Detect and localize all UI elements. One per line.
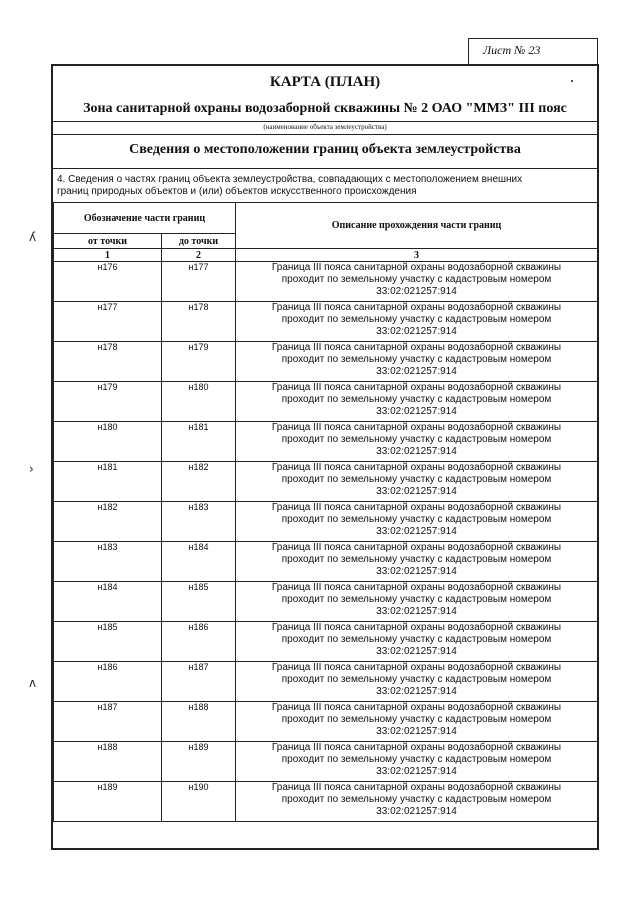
to-point-cell: н186 [162,622,236,662]
section-note-line: границ природных объектов и (или) объектов искусственного происхождения [57,186,417,197]
description-line: проходит по земельному участку с кадастровым номером [281,594,552,605]
table-row [54,582,598,622]
table-row [54,302,598,342]
description-line: 33:02:021257:914 [376,486,457,497]
description-line: 33:02:021257:914 [376,366,457,377]
description-cell [236,382,598,422]
description-line: Граница III пояса санитарной охраны водозаборной скважины [271,262,562,273]
description-line: 33:02:021257:914 [376,646,457,657]
margin-mark: ʎ [29,230,37,244]
description-line: 33:02:021257:914 [376,606,457,617]
description-line: Граница III пояса санитарной охраны водозаборной скважины [271,702,562,713]
table-row [54,702,598,742]
designation-header: Обозначение части границ [54,203,236,234]
sheet-number: Лист № 23 [483,43,541,57]
description-line: проходит по земельному участку с кадастровым номером [281,714,552,725]
description-line: проходит по земельному участку с кадастровым номером [281,554,552,565]
description-line: проходит по земельному участку с кадастровым номером [281,274,552,285]
to-point-cell: н188 [162,702,236,742]
description-cell [236,262,598,302]
from-point-cell: н179 [54,382,162,422]
description-line: проходит по земельному участку с кадастровым номером [281,634,552,645]
to-point-cell: н184 [162,542,236,582]
description-line: 33:02:021257:914 [376,406,457,417]
description-line: Граница III пояса санитарной охраны водозаборной скважины [271,742,562,753]
to-point-header: до точки [162,234,236,249]
object-name: Зона санитарной охраны водозаборной скважины № 2 ОАО "ММЗ" III пояс [83,101,567,116]
description-line: Граница III пояса санитарной охраны водозаборной скважины [271,462,562,473]
to-point-cell: н189 [162,742,236,782]
description-cell [236,342,598,382]
description-line: проходит по земельному участку с кадастровым номером [281,394,552,405]
table-row [54,382,598,422]
description-line: Граница III пояса санитарной охраны водозаборной скважины [271,622,562,633]
description-cell [236,622,598,662]
description-line: проходит по земельному участку с кадастровым номером [281,354,552,365]
from-point-cell: н184 [54,582,162,622]
from-point-cell: н187 [54,702,162,742]
description-cell [236,582,598,622]
table-row [54,342,598,382]
description-line: Граница III пояса санитарной охраны водозаборной скважины [271,302,562,313]
from-point-cell: н185 [54,622,162,662]
description-line: Граница III пояса санитарной охраны водозаборной скважины [271,342,562,353]
column-number: 2 [162,249,236,262]
document-title: КАРТА (ПЛАН) [269,74,381,90]
description-cell [236,662,598,702]
to-point-cell: н179 [162,342,236,382]
to-point-cell: н178 [162,302,236,342]
from-point-cell: н188 [54,742,162,782]
table-row [54,742,598,782]
description-line: проходит по земельному участку с кадастровым номером [281,314,552,325]
description-line: Граница III пояса санитарной охраны водозаборной скважины [271,662,562,673]
table-row [54,422,598,462]
description-line: проходит по земельному участку с кадастровым номером [281,474,552,485]
description-line: Граница III пояса санитарной охраны водозаборной скважины [271,382,562,393]
description-line: Граница III пояса санитарной охраны водозаборной скважины [271,502,562,513]
to-point-cell: н181 [162,422,236,462]
column-number: 1 [54,249,162,262]
to-point-cell: н177 [162,262,236,302]
description-cell [236,782,598,822]
section-divider-bottom [53,168,597,169]
description-line: Граница III пояса санитарной охраны водозаборной скважины [271,582,562,593]
table-body [54,262,598,822]
description-line: Граница III пояса санитарной охраны водозаборной скважины [271,782,562,793]
table-row [54,542,598,582]
scan-speck [571,80,573,82]
section-title: Сведения о местоположении границ объекта землеустройства [129,142,521,157]
description-header: Описание прохождения части границ [236,203,598,249]
section-note-line: 4. Сведения о частях границ объекта землеустройства, совпадающих с местоположением внешних [57,174,523,185]
description-line: проходит по земельному участку с кадастровым номером [281,434,552,445]
column-number: 3 [236,249,598,262]
to-point-cell: н183 [162,502,236,542]
description-line: 33:02:021257:914 [376,326,457,337]
description-line: 33:02:021257:914 [376,726,457,737]
from-point-cell: н176 [54,262,162,302]
description-line: 33:02:021257:914 [376,686,457,697]
sheet-number-box [468,38,598,64]
from-point-cell: н189 [54,782,162,822]
from-point-cell: н178 [54,342,162,382]
to-point-cell: н180 [162,382,236,422]
margin-mark: ʌ [29,676,37,690]
boundary-parts-table [53,202,598,822]
description-line: 33:02:021257:914 [376,526,457,537]
description-cell [236,742,598,782]
description-cell [236,462,598,502]
table-row [54,622,598,662]
table-row [54,782,598,822]
to-point-cell: н190 [162,782,236,822]
table-row [54,262,598,302]
description-line: 33:02:021257:914 [376,446,457,457]
margin-mark: › [29,462,34,476]
description-cell [236,542,598,582]
table-row [54,502,598,542]
description-cell [236,502,598,542]
description-cell [236,702,598,742]
description-line: 33:02:021257:914 [376,286,457,297]
to-point-cell: н185 [162,582,236,622]
from-point-cell: н183 [54,542,162,582]
from-point-cell: н182 [54,502,162,542]
caption-underline [53,121,597,122]
table-row [54,462,598,502]
section-divider-top [53,134,597,135]
description-line: проходит по земельному участку с кадастровым номером [281,674,552,685]
from-point-cell: н180 [54,422,162,462]
object-name-caption: (наименование объекта землеустройства) [263,123,387,131]
from-point-header: от точки [54,234,162,249]
description-line: Граница III пояса санитарной охраны водозаборной скважины [271,422,562,433]
section-note [57,174,577,198]
description-line: проходит по земельному участку с кадастровым номером [281,794,552,805]
table-row [54,662,598,702]
description-line: проходит по земельному участку с кадастровым номером [281,514,552,525]
description-line: 33:02:021257:914 [376,566,457,577]
description-line: проходит по земельному участку с кадастровым номером [281,754,552,765]
description-cell [236,422,598,462]
from-point-cell: н186 [54,662,162,702]
description-cell [236,302,598,342]
document-frame [51,64,599,850]
description-line: 33:02:021257:914 [376,766,457,777]
to-point-cell: н187 [162,662,236,702]
description-line: Граница III пояса санитарной охраны водозаборной скважины [271,542,562,553]
from-point-cell: н177 [54,302,162,342]
description-line: 33:02:021257:914 [376,806,457,817]
from-point-cell: н181 [54,462,162,502]
to-point-cell: н182 [162,462,236,502]
